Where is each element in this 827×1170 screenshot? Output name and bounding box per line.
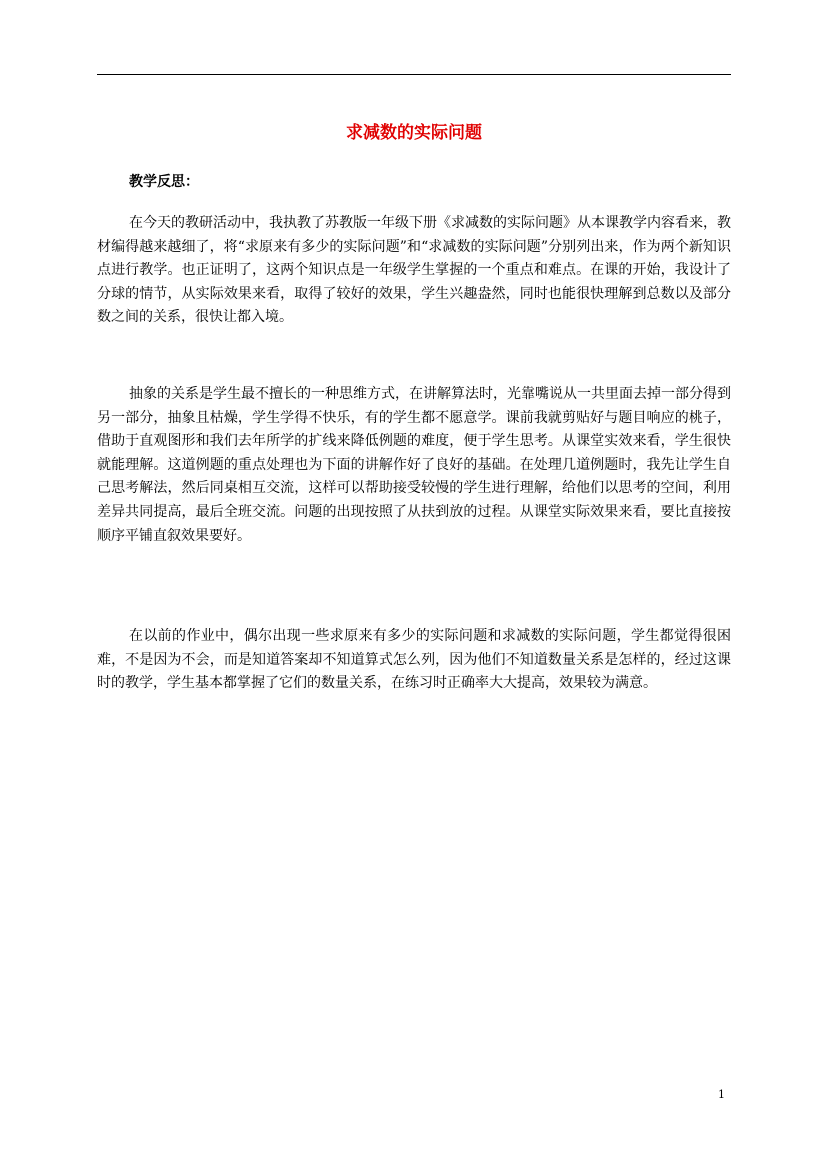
header-rule — [97, 74, 731, 75]
body-paragraph-1: 在今天的教研活动中，我执教了苏教版一年级下册《求减数的实际问题》从本课教学内容看来，教材编得越来越细了，将“求原来有多少的实际问题”和“求减数的实际问题”分别列出来，作为两个新知识点进行教学。也正证明了，这两个知识点是一年级学生掌握的一个重点和难点。在课的开始，我设计了分球的情节，从实际效果来看，取得了较好的效果，学生兴趣盎然，同时也能很快理解到总数以及部分数之间的关系，很快让都入境。 — [97, 215, 731, 326]
document-title: 求减数的实际问题 — [346, 123, 482, 143]
body-paragraph-3: 在以前的作业中，偶尔出现一些求原来有多少的实际问题和求减数的实际问题，学生都觉得很困难，不是因为不会，而是知道答案却不知道算式怎么列，因为他们不知道数量关系是怎样的，经过这课时的教学，学生基本都掌握了它们的数量关系，在练习时正确率大大提高，效果较为满意。 — [97, 628, 731, 692]
page-number: 1 — [718, 1088, 725, 1101]
section-label: 教学反思： — [129, 174, 199, 190]
body-paragraph-2: 抽象的关系是学生最不擅长的一种思维方式，在讲解算法时，光靠嘴说从一共里面去掉一部分得到另一部分，抽象且枯燥，学生学得不快乐，有的学生都不愿意学。课前我就剪贴好与题目响应的桃子，借助于直观图形和我们去年所学的扩线来降低例题的难度，便于学生思考。从课堂实效来看，学生很快就能理解。这道例题的重点处理也为下面的讲解作好了良好的基础。在处理几道例题时，我先让学生自己思考解法，然后同桌相互交流，这样可以帮助接受较慢的学生进行理解，给他们以思考的空间，利用差异共同提高，最后全班交流。问题的出现按照了从扶到放的过程。从课堂实际效果来看，要比直接按顺序平铺直叙效果要好。 — [97, 386, 731, 544]
